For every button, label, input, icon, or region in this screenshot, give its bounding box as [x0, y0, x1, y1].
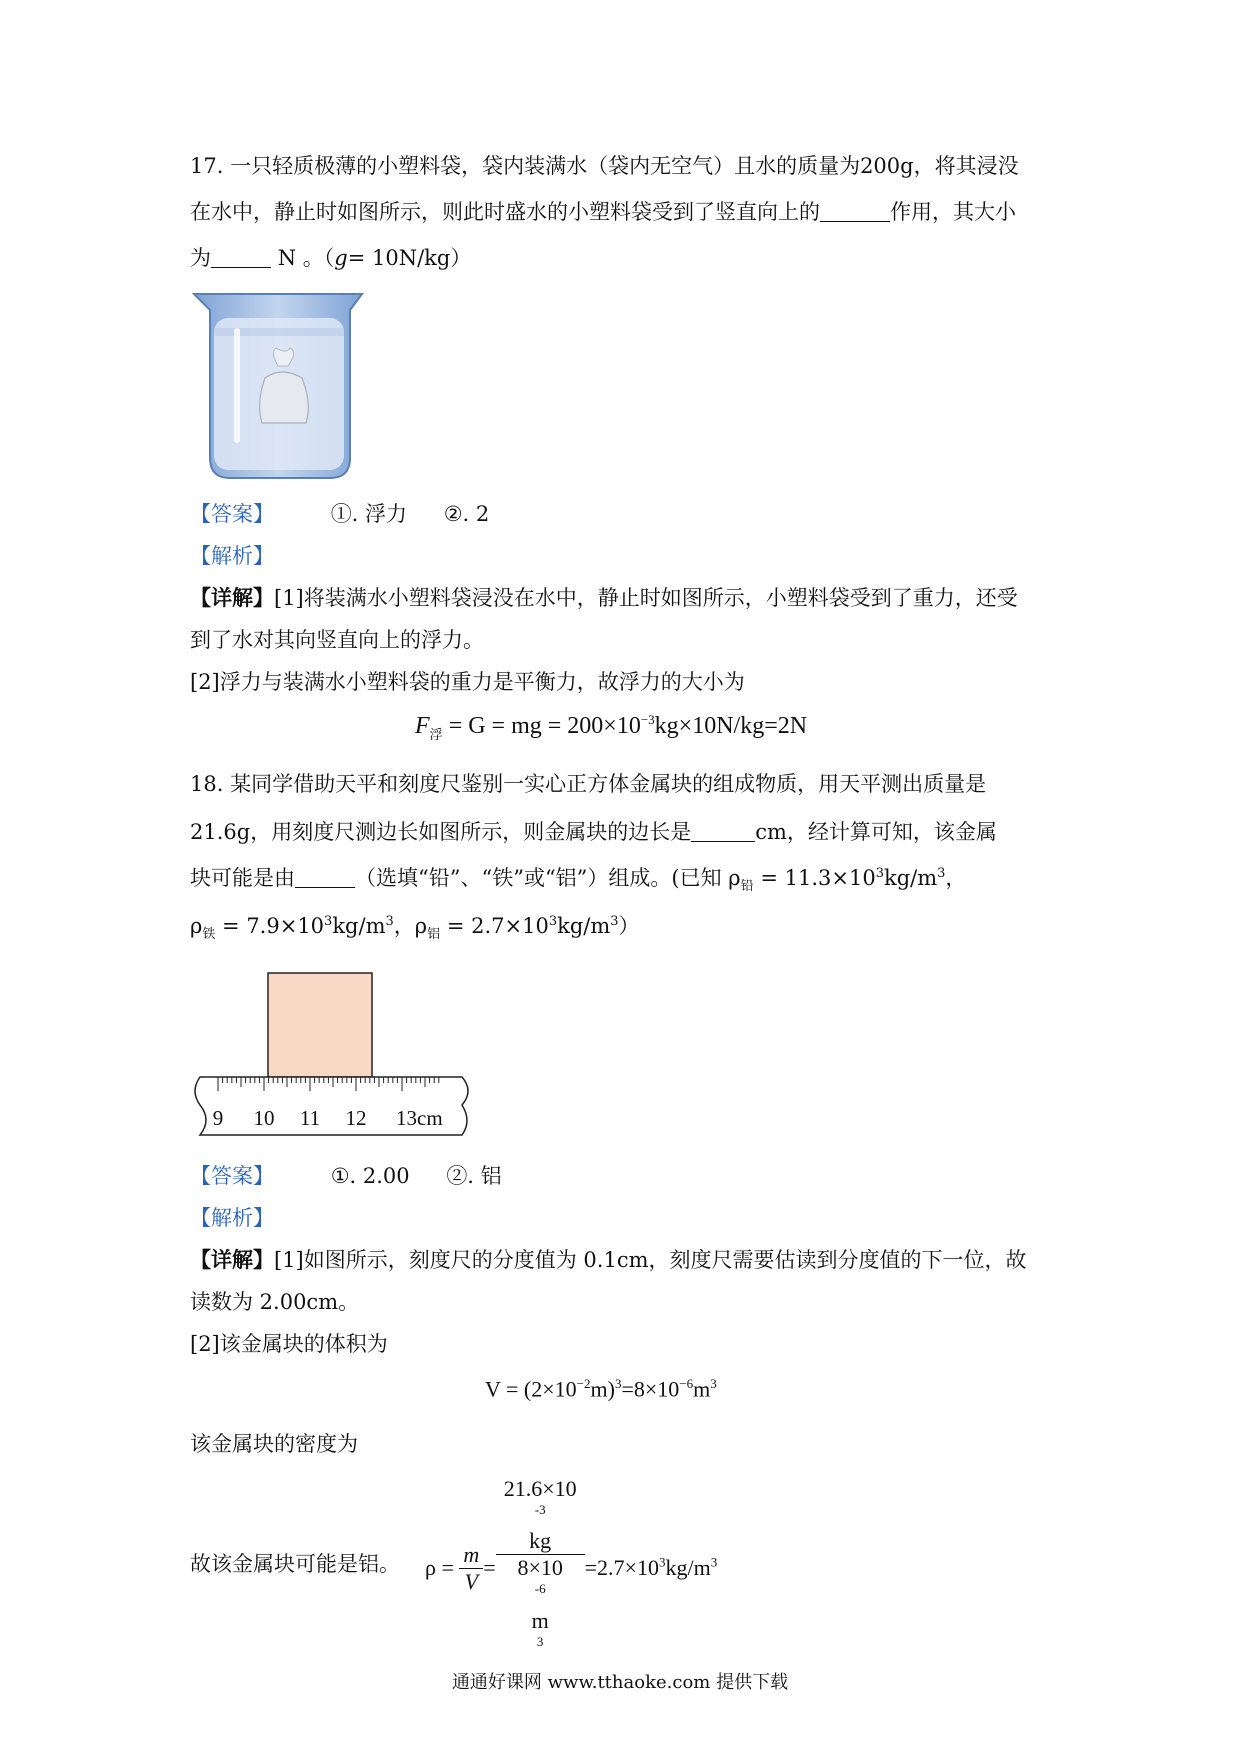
q17-line2-tail: 作用，其大小 [890, 200, 1016, 224]
q17-line3 [190, 242, 471, 272]
volume-formula [485, 1376, 717, 1402]
answer-item-1: ①. 浮力 [330, 502, 408, 526]
formula-mid: = G = mg = 200×10 [442, 713, 641, 739]
ruler-label: 10 [253, 1106, 275, 1130]
q17-detail-3: [2]浮力与装满水小塑料袋的重力是平衡力，故浮力的大小为 [190, 670, 745, 694]
answer-tag: 【答案】 [190, 502, 274, 526]
answer-blank-4 [295, 865, 355, 888]
q17-line2-text: 在水中，静止时如图所示，则此时盛水的小塑料袋受到了竖直向上的 [190, 200, 820, 224]
q18-line4-d: ，ρ [393, 914, 428, 938]
q17-g-symbol: g [334, 246, 348, 270]
rho-iron-sub: 铁 [202, 927, 216, 943]
density-formula: ρ = $\frac{m}{V}$ = 21.6×10 $^{-3}$ kg 8×10 $^{-6}$ m $^3$ $=2.7\times 10^3kg/m^3$ [425, 1476, 717, 1660]
q18-detail-2: 读数为 2.00cm。 [190, 1290, 360, 1314]
frac-V: V [464, 1568, 479, 1594]
q18-detail-3: [2]该金属块的体积为 [190, 1332, 388, 1356]
frac-m: m [463, 1541, 480, 1567]
rho-symbol: ρ [190, 914, 203, 938]
ruler-label: 13cm [396, 1106, 443, 1130]
answer-blank-1 [820, 199, 890, 222]
q18-conclusion: 故该金属块可能是铝。 [190, 1552, 400, 1576]
res-exp2: 3 [710, 1554, 718, 1570]
q17-analysis-tag: 【解析】 [190, 544, 274, 568]
formula-end: kg×10N/kg=2N [654, 713, 808, 739]
q18-line4-g: ） [618, 914, 640, 938]
res-exp: 3 [658, 1554, 666, 1570]
q18-line3-a: 块可能是由 [190, 866, 295, 890]
num-a: 21.6×10 [503, 1476, 577, 1501]
rho-al-sub: 铝 [427, 927, 441, 943]
den-b: m [531, 1607, 549, 1633]
num-exp: -3 [534, 1502, 546, 1517]
q18-line4-exp2b: 3 [610, 914, 619, 929]
q18-line3-d: kg/m [883, 866, 938, 890]
q18-line4-exp1: 3 [324, 914, 333, 929]
formula-F-sub: 浮 [429, 726, 443, 742]
page-footer: 通通好课网 www.tthaoke.com 提供下载 [451, 1672, 789, 1693]
q17-line3-b: N 。（ [277, 246, 335, 270]
q18-line3 [190, 862, 966, 894]
den-exp2: 3 [536, 1633, 544, 1649]
num-b: kg [529, 1528, 552, 1554]
res-a: =2.7×10 [584, 1555, 659, 1581]
q18-line3-c: = 11.3×10 [753, 866, 876, 890]
q18-line1: 18. 某同学借助天平和刻度尺鉴别一实心正方体金属块的组成物质，用天平测出质量是 [190, 772, 987, 796]
detail-tag: 【详解】 [190, 1247, 274, 1272]
q17-detail-1 [190, 582, 1018, 612]
ruler-label: 11 [299, 1106, 321, 1130]
q18-line3-exp2: 3 [937, 866, 946, 881]
q18-answer [190, 1160, 502, 1190]
vol-d: m [693, 1376, 711, 1402]
q18-line3-e: ， [945, 866, 967, 890]
ruler-figure [190, 965, 490, 1145]
q18-line4-b: = 7.9×10 [215, 914, 325, 938]
answer-item-1: ①. 2.00 [330, 1164, 410, 1188]
q18-line2 [190, 816, 997, 846]
res-b: kg/m [665, 1555, 711, 1581]
q17-detail-2: 到了水对其向竖直向上的浮力。 [190, 628, 484, 652]
q17-line3-d: = 10N/kg） [347, 246, 472, 270]
answer-blank-2 [211, 245, 271, 268]
rho-lead-sub: 铅 [740, 879, 754, 895]
density-intro: 该金属块的密度为 [190, 1432, 358, 1456]
ruler-label: 12 [345, 1106, 367, 1130]
q17-line3-a: 为 [190, 246, 211, 270]
formula-F: F [415, 713, 430, 739]
detail-tag: 【详解】 [190, 585, 274, 610]
vol-c: =8×10 [621, 1376, 680, 1402]
den-exp: -6 [534, 1581, 546, 1597]
q18-line3-b: （选填“铅”、“铁”或“铝”）组成。(已知 ρ [355, 866, 741, 890]
formula-exp: −3 [640, 712, 655, 727]
ruler-label: 9 [212, 1106, 224, 1130]
vol-exp3: −6 [679, 1376, 694, 1391]
q18-detail-1 [190, 1244, 1027, 1274]
detail-text: [1]将装满水小塑料袋浸没在水中，静止时如图所示，小塑料袋受到了重力，还受 [274, 586, 1018, 610]
detail-text: [1]如图所示，刻度尺的分度值为 0.1cm，刻度尺需要估读到分度值的下一位，故 [274, 1248, 1027, 1272]
vol-b: m) [590, 1376, 615, 1402]
vol-exp2: 3 [614, 1376, 622, 1391]
q18-line4-exp1b: 3 [385, 914, 394, 929]
q17-line1: 17. 一只轻质极薄的小塑料袋，袋内装满水（袋内无空气）且水的质量为200g，将其浸没 [190, 154, 1019, 178]
answer-blank-3 [691, 819, 755, 842]
vol-exp4: 3 [710, 1376, 717, 1391]
metal-block [268, 973, 372, 1077]
q18-line4 [190, 910, 640, 942]
vol-exp1: −2 [576, 1376, 591, 1391]
q18-line2-tail: cm，经计算可知，该金属 [755, 820, 997, 844]
vol-a: V = (2×10 [485, 1376, 577, 1402]
q18-analysis-tag: 【解析】 [190, 1206, 274, 1230]
answer-tag: 【答案】 [190, 1164, 274, 1188]
q18-line2-text: 21.6g，用刻度尺测边长如图所示，则金属块的边长是 [190, 820, 692, 844]
q18-line4-exp2: 3 [548, 914, 558, 929]
rho-lhs: ρ = [425, 1555, 454, 1580]
answer-item-2: ②. 2 [443, 502, 490, 526]
m-over-V [459, 1542, 483, 1595]
beaker-figure [190, 288, 370, 488]
value-fraction [496, 1476, 585, 1660]
answer-item-2: ②. 铝 [446, 1164, 502, 1188]
q17-formula [415, 712, 807, 743]
q17-answer [190, 498, 489, 528]
den-a: 8×10 [517, 1555, 563, 1581]
q17-line2 [190, 196, 1016, 226]
q18-line4-e: = 2.7×10 [440, 914, 549, 938]
q18-line4-f: kg/m [557, 914, 611, 938]
q18-line3-exp: 3 [875, 866, 884, 881]
q18-line4-c: kg/m [332, 914, 386, 938]
